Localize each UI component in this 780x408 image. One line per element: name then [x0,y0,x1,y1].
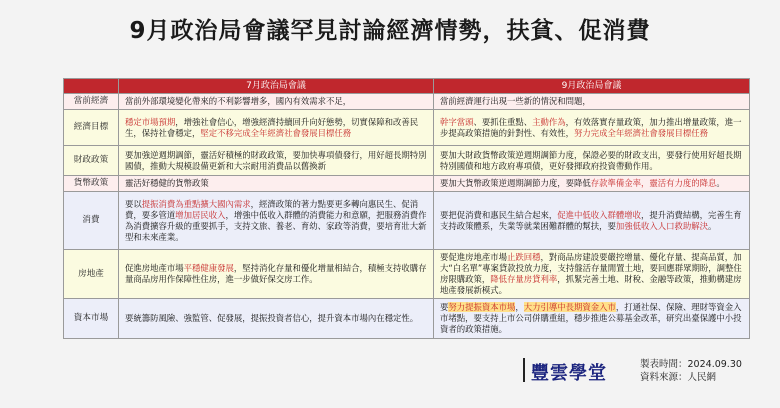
table-row [64,299,750,339]
cell-september [434,250,750,299]
cell-september [434,110,750,146]
cell-july [119,110,434,146]
cell-text: 要加大貨幣政策逆週期調節力度，要降低 [440,178,591,188]
highlight-text: 降低存量房貸利率 [490,274,558,284]
date-label: 製表時間： [640,359,688,370]
cell-july [119,250,434,299]
header-corner [64,79,119,94]
highlight-text: 存款準備金率，靈活有力度的降息 [590,178,717,188]
cell-text: 要以 [125,198,142,209]
cell-september [434,176,750,192]
row-category: 當前經濟 [64,94,119,110]
cell-text: 要促進房地產市場 [440,252,507,262]
source-line [640,371,742,384]
cell-july [119,299,434,339]
cell-text: ，增強社會信心，增強經濟持續回升向好態勢，切實保障和改善民生，保持社會穩定， [125,116,419,138]
cell-text: 要 [440,302,449,312]
cell-july [119,146,434,176]
highlight-text: 努力提振資本市場 [448,302,516,312]
cell-text: 促進房地產市場 [125,263,184,273]
table-row [64,94,750,110]
cell-text: 要加強逆週期調節，靈活好積極的財政政策，要加快專項債發行，用好超長期特別國債，推動大規模設備更新和大宗耐用消費品以舊換新 [125,149,427,171]
cell-text: ，增強中低收入群體的消費能力和意願，把服務消費作為消費擴容升級的重要抓手，支持文旅、養老、育幼、家政等消費，要培育壯大新型和未來產業。 [125,209,427,242]
cell-text: 。 [708,220,717,231]
table-row [64,146,750,176]
highlight-text: 促進中低收入群體增收 [557,209,641,220]
table-row [64,192,750,250]
cell-text: 要加大財政貨幣政策逆週期調節力度，保證必要的財政支出，要發行使用好超長期特別國債和地方政府專項債，更好發揮政府投資帶動作用。 [440,149,742,171]
cell-september [434,146,750,176]
highlight-text: 幹字當頭 [440,116,474,127]
cell-text: ， [515,302,524,312]
cell-text: ，打通社保、保險、理財等資金入市堵點，要支持上市公司併購重組，穩步推進公募基金改革，研究出臺保護中小投資者的政策措施。 [440,302,742,334]
highlight-text: 平穩健康發展 [183,263,234,273]
table-header-row [64,79,750,94]
cell-text: 要把促消費和惠民生結合起來， [440,209,558,220]
cell-september [434,94,750,110]
highlight-text: 努力完成全年經濟社會發展目標任務 [574,127,708,138]
highlight-text: 提振消費為重點擴大國內需求 [141,198,251,209]
footer-meta [640,358,742,384]
cell-text: 要統籌防風險、強監管、促發展，提振投資者信心，提升資本市場內在穩定性。 [125,313,419,323]
highlight-text: 堅定不移完成全年經濟社會發展目標任務 [200,127,352,138]
row-category: 貨幣政策 [64,176,119,192]
cell-text: 、要抓住重點、 [473,116,533,127]
highlight-text: 穩定市場預期 [125,116,176,127]
row-category: 資本市場 [64,299,119,339]
row-category: 經濟目標 [64,110,119,146]
cell-text: ，抓緊完善土地、財稅、金融等政策，推動構建房地產發展新模式。 [440,274,742,295]
cell-july [119,192,434,250]
table-row [64,250,750,299]
cell-text: ，堅持消化存量和優化增量相結合，積極支持收購存量商品房用作保障性住房，進一步做好保交房工作。 [125,263,427,284]
cell-text: 。 [716,178,725,188]
cell-text: 靈活好穩健的貨幣政策 [125,178,209,188]
table-row [64,176,750,192]
cell-july [119,94,434,110]
highlight-text: 增加居民收入 [175,209,226,220]
cell-text: ，提升消費結構，完善生育支持政策體系，失業等就業困難群體的幫扶，要 [440,209,742,231]
cell-text: 當前外部環境變化帶來的不利影響增多，國內有效需求不足， [125,96,352,106]
row-category: 房地產 [64,250,119,299]
header-july: 7月政治局會議 [119,79,434,94]
cell-text: ，對商品房建設要嚴控增量、優化存量、提高品質，加大“白名單”專案貸款投放力度，支持盤活存量閒置土地，要回應群眾期盼，調整住房限購政策， [440,252,742,284]
cell-text: ，經濟政策的著力點要更多轉向惠民生、促消費，要多管道 [125,198,419,220]
highlight-text: 大力引導中長期資金入市 [523,302,616,312]
comparison-table [63,78,750,339]
row-category: 財政政策 [64,146,119,176]
cell-september [434,192,750,250]
source-label: 資料來源： [640,372,688,383]
highlight-text: 止跌回穩 [507,252,541,262]
highlight-text: 主動作為 [532,116,566,127]
footer-divider [523,358,525,382]
table-body [64,94,750,339]
date-value: 2024.09.30 [687,359,742,370]
table-row [64,110,750,146]
page-title: 9月政治局會議罕見討論經濟情勢，扶貧、促消費 [129,18,651,44]
date-line [640,358,742,371]
header-september: 9月政治局會議 [434,79,750,94]
cell-text: ，有效落實存量政策，加力推出增量政策，進一步提高政策措施的針對性、有效性， [440,116,742,138]
highlight-text: 加強低收入人口救助解決 [615,220,708,231]
cell-july [119,176,434,192]
row-category: 消費 [64,192,119,250]
source-value: 人民網 [687,372,717,383]
cell-september [434,299,750,339]
cell-text: 當前經濟運行出現一些新的情況和問題， [440,96,591,106]
brand-logo: 豐雲學堂 [531,363,607,384]
